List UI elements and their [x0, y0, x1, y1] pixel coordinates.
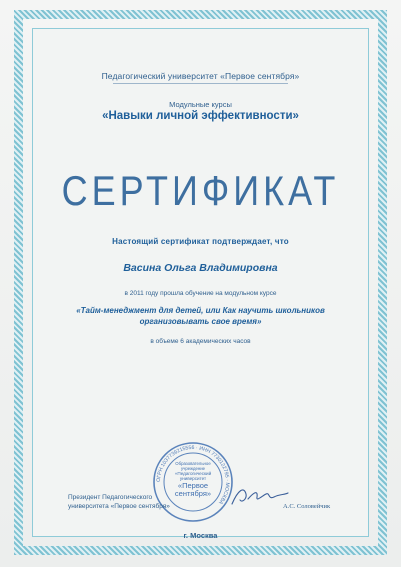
header-divider	[113, 83, 288, 84]
president-line2: университета «Первое сентября»	[68, 503, 170, 510]
university-header: Педагогический университет «Первое сентября»	[101, 71, 300, 81]
course-topic-line1: «Тайм-менеджмент для детей, или Как научить школьников	[76, 306, 325, 315]
signatory-name: А.С. Соловейчик	[283, 503, 331, 510]
course-label: Модульные курсы	[169, 100, 232, 109]
stamp-ring-text: ОГРН 1037739215556 · ИНН 7730122795 · МОСКВА	[155, 444, 231, 506]
stamp-line6: сентября»	[174, 489, 212, 498]
course-topic	[0, 305, 401, 327]
stamp-line4: университет	[179, 476, 207, 481]
studied-text: в 2011 году прошла обучение на модульном курсе	[124, 290, 277, 297]
president-title	[68, 493, 198, 511]
course-name: «Навыки личной эффективности»	[102, 110, 299, 122]
recipient-name: Васина Ольга Владимировна	[123, 262, 278, 274]
course-topic-line2: организовывать свое время»	[139, 317, 262, 326]
president-line1: Президент Педагогического	[68, 494, 153, 501]
stamp-line1: Образовательное	[175, 461, 211, 466]
signature-icon	[228, 482, 290, 508]
stamp-line2: учреждение	[180, 466, 206, 471]
city: г. Москва	[183, 531, 218, 540]
confirm-text: Настоящий сертификат подтверждает, что	[112, 237, 289, 246]
stamp-line5: «Первое	[177, 481, 209, 490]
hours-text: в объеме 6 академических часов	[150, 338, 251, 345]
certificate-title: СЕРТИФИКАТ	[61, 166, 340, 214]
stamp-line3: «Педагогический	[174, 471, 212, 476]
